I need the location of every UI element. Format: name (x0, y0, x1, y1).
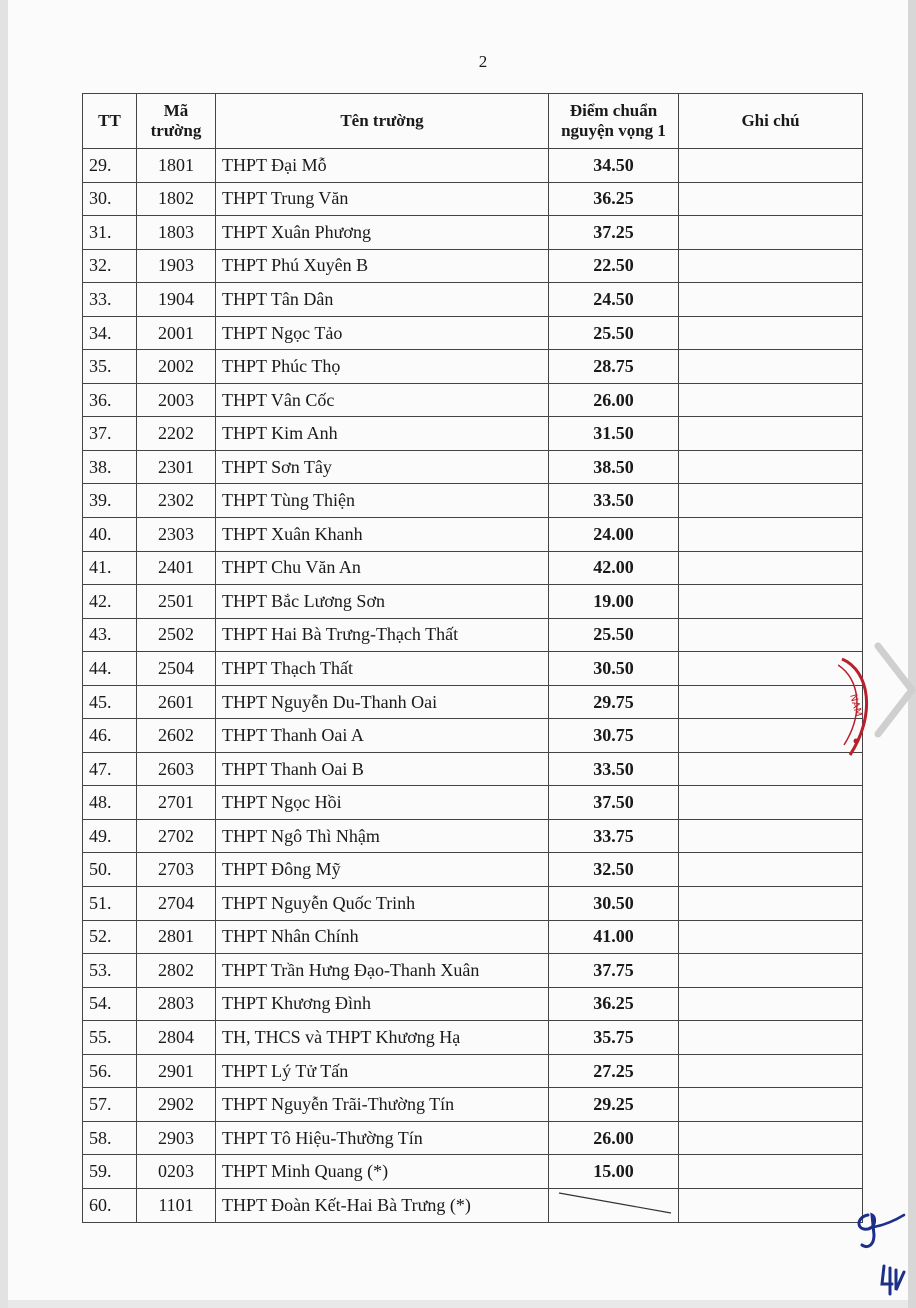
table-row (83, 1021, 863, 1055)
score-cell: 30.50 (549, 887, 679, 921)
school-name-cell: THPT Chu Văn An (216, 551, 549, 585)
school-name-cell: THPT Thanh Oai A (216, 719, 549, 753)
score-cell: 24.50 (549, 283, 679, 317)
school-name-cell: THPT Tân Dân (216, 283, 549, 317)
score-cell: 24.00 (549, 518, 679, 552)
signature-mark-icon (878, 1262, 908, 1298)
note-cell (679, 786, 863, 820)
note-cell (679, 518, 863, 552)
header-tt: TT (83, 94, 137, 149)
note-cell (679, 484, 863, 518)
note-cell (679, 417, 863, 451)
school-name-cell: THPT Ngô Thì Nhậm (216, 819, 549, 853)
row-number-cell: 51. (83, 887, 137, 921)
score-cell: 27.25 (549, 1054, 679, 1088)
table-row (83, 853, 863, 887)
note-cell (679, 585, 863, 619)
row-number-cell: 43. (83, 618, 137, 652)
row-number-cell: 37. (83, 417, 137, 451)
school-code-cell: 2901 (137, 1054, 216, 1088)
school-name-cell: THPT Trần Hưng Đạo-Thanh Xuân (216, 954, 549, 988)
school-code-cell: 2202 (137, 417, 216, 451)
school-name-cell: THPT Xuân Khanh (216, 518, 549, 552)
table-row (83, 249, 863, 283)
school-code-cell: 1101 (137, 1188, 216, 1222)
note-cell (679, 719, 863, 753)
row-number-cell: 34. (83, 316, 137, 350)
school-name-cell: THPT Xuân Phương (216, 216, 549, 250)
row-number-cell: 47. (83, 752, 137, 786)
row-number-cell: 31. (83, 216, 137, 250)
school-code-cell: 1801 (137, 149, 216, 183)
row-number-cell: 49. (83, 819, 137, 853)
note-cell (679, 752, 863, 786)
header-note: Ghi chú (679, 94, 863, 149)
table-row (83, 920, 863, 954)
note-cell (679, 987, 863, 1021)
note-cell (679, 350, 863, 384)
row-number-cell: 58. (83, 1121, 137, 1155)
document-page (8, 0, 908, 1300)
school-name-cell: THPT Bắc Lương Sơn (216, 585, 549, 619)
note-cell (679, 887, 863, 921)
note-cell (679, 249, 863, 283)
school-name-cell: THPT Vân Cốc (216, 383, 549, 417)
school-name-cell: THPT Khương Đình (216, 987, 549, 1021)
table-row (83, 518, 863, 552)
school-code-cell: 2804 (137, 1021, 216, 1055)
header-school-name: Tên trường (216, 94, 549, 149)
row-number-cell: 29. (83, 149, 137, 183)
school-code-cell: 2602 (137, 719, 216, 753)
note-cell (679, 1054, 863, 1088)
note-cell (679, 283, 863, 317)
row-number-cell: 50. (83, 853, 137, 887)
school-code-cell: 2703 (137, 853, 216, 887)
header-school-code: Mã trường (137, 94, 216, 149)
table-row (83, 585, 863, 619)
school-code-cell: 2702 (137, 819, 216, 853)
score-cell: 35.75 (549, 1021, 679, 1055)
score-cell: 26.00 (549, 383, 679, 417)
score-cell: 36.25 (549, 987, 679, 1021)
school-name-cell: THPT Phú Xuyên B (216, 249, 549, 283)
score-cell: 32.50 (549, 853, 679, 887)
school-name-cell: THPT Phúc Thọ (216, 350, 549, 384)
school-name-cell: THPT Thanh Oai B (216, 752, 549, 786)
school-code-cell: 2803 (137, 987, 216, 1021)
score-cell: 28.75 (549, 350, 679, 384)
score-cell: 29.25 (549, 1088, 679, 1122)
row-number-cell: 33. (83, 283, 137, 317)
row-number-cell: 60. (83, 1188, 137, 1222)
note-cell (679, 652, 863, 686)
row-number-cell: 52. (83, 920, 137, 954)
table-row (83, 1054, 863, 1088)
school-code-cell: 2704 (137, 887, 216, 921)
note-cell (679, 383, 863, 417)
score-cell: 30.75 (549, 719, 679, 753)
row-number-cell: 48. (83, 786, 137, 820)
note-cell (679, 1121, 863, 1155)
signature-initial-icon (850, 1205, 906, 1255)
school-name-cell: THPT Tùng Thiện (216, 484, 549, 518)
school-code-cell: 2002 (137, 350, 216, 384)
school-name-cell: THPT Đông Mỹ (216, 853, 549, 887)
note-cell (679, 819, 863, 853)
note-cell (679, 1188, 863, 1222)
score-cell: 33.50 (549, 752, 679, 786)
school-name-cell: THPT Lý Tử Tấn (216, 1054, 549, 1088)
score-cell: 37.50 (549, 786, 679, 820)
school-code-cell: 2701 (137, 786, 216, 820)
score-cell: 19.00 (549, 585, 679, 619)
table-row (83, 819, 863, 853)
school-name-cell: THPT Sơn Tây (216, 450, 549, 484)
score-cell: 33.75 (549, 819, 679, 853)
score-cell: 34.50 (549, 149, 679, 183)
school-code-cell: 2902 (137, 1088, 216, 1122)
row-number-cell: 40. (83, 518, 137, 552)
table-row (83, 954, 863, 988)
note-cell (679, 450, 863, 484)
score-cell: 29.75 (549, 685, 679, 719)
score-cell: 26.00 (549, 1121, 679, 1155)
note-cell (679, 853, 863, 887)
table-row (83, 786, 863, 820)
school-name-cell: THPT Trung Văn (216, 182, 549, 216)
row-number-cell: 38. (83, 450, 137, 484)
table-row (83, 887, 863, 921)
school-code-cell: 2302 (137, 484, 216, 518)
table-row (83, 216, 863, 250)
note-cell (679, 954, 863, 988)
row-number-cell: 36. (83, 383, 137, 417)
table-row (83, 182, 863, 216)
table-row (83, 383, 863, 417)
school-name-cell: THPT Đại Mỗ (216, 149, 549, 183)
school-name-cell: THPT Minh Quang (*) (216, 1155, 549, 1189)
row-number-cell: 59. (83, 1155, 137, 1189)
school-name-cell: THPT Ngọc Hồi (216, 786, 549, 820)
row-number-cell: 42. (83, 585, 137, 619)
school-code-cell: 2603 (137, 752, 216, 786)
score-cell: 15.00 (549, 1155, 679, 1189)
table-row (83, 283, 863, 317)
row-number-cell: 44. (83, 652, 137, 686)
note-cell (679, 685, 863, 719)
school-code-cell: 1904 (137, 283, 216, 317)
table-row (83, 618, 863, 652)
school-code-cell: 2502 (137, 618, 216, 652)
note-cell (679, 618, 863, 652)
note-cell (679, 1088, 863, 1122)
next-page-chevron-icon[interactable] (872, 640, 916, 740)
school-name-cell: THPT Ngọc Tảo (216, 316, 549, 350)
row-number-cell: 30. (83, 182, 137, 216)
empty-score-strike (549, 1189, 679, 1222)
school-code-cell: 2601 (137, 685, 216, 719)
table-row (83, 417, 863, 451)
score-cell: 25.50 (549, 316, 679, 350)
table-header-row (83, 94, 863, 149)
row-number-cell: 55. (83, 1021, 137, 1055)
table-row (83, 149, 863, 183)
school-name-cell: THPT Nguyễn Trãi-Thường Tín (216, 1088, 549, 1122)
school-code-cell: 2003 (137, 383, 216, 417)
school-code-cell: 2303 (137, 518, 216, 552)
school-code-cell: 2903 (137, 1121, 216, 1155)
score-cell: 37.75 (549, 954, 679, 988)
score-cell: 22.50 (549, 249, 679, 283)
school-name-cell: THPT Tô Hiệu-Thường Tín (216, 1121, 549, 1155)
school-code-cell: 2802 (137, 954, 216, 988)
school-code-cell: 1903 (137, 249, 216, 283)
svg-text:NAM: NAM (847, 692, 864, 718)
school-code-cell: 0203 (137, 1155, 216, 1189)
note-cell (679, 1155, 863, 1189)
school-code-cell: 2801 (137, 920, 216, 954)
table-row (83, 1088, 863, 1122)
score-cell: 30.50 (549, 652, 679, 686)
note-cell (679, 149, 863, 183)
note-cell (679, 316, 863, 350)
school-name-cell: THPT Thạch Thất (216, 652, 549, 686)
table-row (83, 350, 863, 384)
table-row (83, 1121, 863, 1155)
school-code-cell: 2501 (137, 585, 216, 619)
table-row (83, 316, 863, 350)
school-code-cell: 1802 (137, 182, 216, 216)
table-row (83, 551, 863, 585)
score-cell: 41.00 (549, 920, 679, 954)
note-cell (679, 1021, 863, 1055)
row-number-cell: 45. (83, 685, 137, 719)
score-cell: 31.50 (549, 417, 679, 451)
score-cell: 37.25 (549, 216, 679, 250)
table-row (83, 484, 863, 518)
page-number: 2 (478, 52, 488, 71)
school-name-cell: THPT Hai Bà Trưng-Thạch Thất (216, 618, 549, 652)
table-row (83, 1155, 863, 1189)
table-row (83, 752, 863, 786)
note-cell (679, 551, 863, 585)
row-number-cell: 53. (83, 954, 137, 988)
school-name-cell: THPT Kim Anh (216, 417, 549, 451)
school-name-cell: THPT Đoàn Kết-Hai Bà Trưng (*) (216, 1188, 549, 1222)
row-number-cell: 41. (83, 551, 137, 585)
score-cell: 42.00 (549, 551, 679, 585)
table-row (83, 719, 863, 753)
table-row (83, 652, 863, 686)
score-cell: 38.50 (549, 450, 679, 484)
score-cell: 36.25 (549, 182, 679, 216)
row-number-cell: 35. (83, 350, 137, 384)
row-number-cell: 39. (83, 484, 137, 518)
score-cell (549, 1188, 679, 1222)
row-number-cell: 57. (83, 1088, 137, 1122)
school-code-cell: 1803 (137, 216, 216, 250)
school-code-cell: 2001 (137, 316, 216, 350)
row-number-cell: 54. (83, 987, 137, 1021)
note-cell (679, 182, 863, 216)
row-number-cell: 56. (83, 1054, 137, 1088)
school-code-cell: 2401 (137, 551, 216, 585)
score-cell: 25.50 (549, 618, 679, 652)
table-row (83, 987, 863, 1021)
score-cell: 33.50 (549, 484, 679, 518)
table-row (83, 685, 863, 719)
note-cell (679, 216, 863, 250)
row-number-cell: 32. (83, 249, 137, 283)
school-code-cell: 2301 (137, 450, 216, 484)
table-row (83, 450, 863, 484)
admission-score-table (82, 93, 863, 1223)
table-row (83, 1188, 863, 1222)
row-number-cell: 46. (83, 719, 137, 753)
school-code-cell: 2504 (137, 652, 216, 686)
school-name-cell: TH, THCS và THPT Khương Hạ (216, 1021, 549, 1055)
school-name-cell: THPT Nhân Chính (216, 920, 549, 954)
viewer-left-edge (0, 0, 8, 1308)
header-score: Điểm chuẩn nguyện vọng 1 (549, 94, 679, 149)
school-name-cell: THPT Nguyễn Quốc Trinh (216, 887, 549, 921)
school-name-cell: THPT Nguyễn Du-Thanh Oai (216, 685, 549, 719)
note-cell (679, 920, 863, 954)
